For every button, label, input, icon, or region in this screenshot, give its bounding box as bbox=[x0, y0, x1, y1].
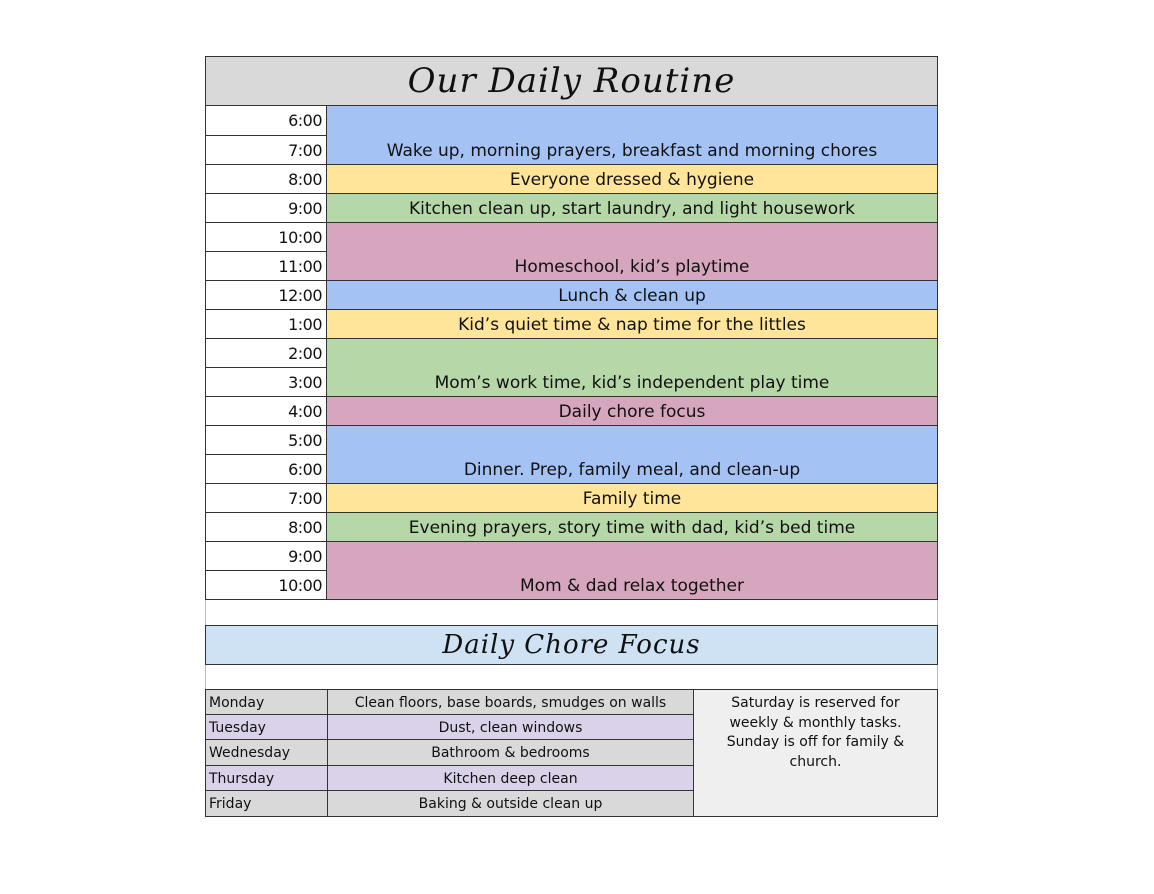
chore-day: Friday bbox=[206, 791, 328, 816]
chore-day: Thursday bbox=[206, 766, 328, 791]
activity-block bbox=[327, 280, 937, 309]
time-cell: 1:00 bbox=[206, 309, 327, 338]
chore-day: Tuesday bbox=[206, 715, 328, 740]
routine-title: Our Daily Routine bbox=[407, 61, 736, 101]
time-cell: 8:00 bbox=[206, 512, 327, 541]
chore-table bbox=[205, 689, 938, 817]
activity-block bbox=[327, 222, 937, 280]
chore-title: Daily Chore Focus bbox=[442, 630, 701, 660]
section-spacer bbox=[205, 665, 938, 689]
activity-block bbox=[327, 541, 937, 599]
activity-block bbox=[327, 483, 937, 512]
time-cell: 9:00 bbox=[206, 541, 327, 570]
section-spacer bbox=[205, 600, 938, 625]
time-cell: 8:00 bbox=[206, 164, 327, 193]
chore-task: Baking & outside clean up bbox=[328, 791, 694, 816]
day-column bbox=[206, 690, 328, 816]
schedule-grid bbox=[205, 106, 938, 600]
activity-label: Wake up, morning prayers, breakfast and morning chores bbox=[386, 141, 878, 161]
time-cell: 12:00 bbox=[206, 280, 327, 309]
weekend-note: Saturday is reserved for weekly & monthly tasks. Sunday is off for family & church. bbox=[694, 690, 937, 816]
activity-label: Evening prayers, story time with dad, kid’s bed time bbox=[408, 518, 856, 538]
activity-label: Mom’s work time, kid’s independent play time bbox=[434, 373, 830, 393]
time-cell: 6:00 bbox=[206, 106, 327, 135]
activity-block bbox=[327, 396, 937, 425]
activity-label: Kitchen clean up, start laundry, and light housework bbox=[408, 199, 855, 219]
time-cell: 11:00 bbox=[206, 251, 327, 280]
activity-label: Daily chore focus bbox=[558, 402, 706, 422]
activity-block bbox=[327, 106, 937, 164]
activity-block bbox=[327, 164, 937, 193]
time-cell: 6:00 bbox=[206, 454, 327, 483]
chore-title-bar bbox=[205, 625, 938, 665]
time-column bbox=[206, 106, 327, 599]
routine-title-bar bbox=[205, 56, 938, 106]
activity-block bbox=[327, 338, 937, 396]
time-cell: 10:00 bbox=[206, 570, 327, 599]
activity-label: Mom & dad relax together bbox=[520, 576, 744, 596]
activity-label: Lunch & clean up bbox=[558, 286, 706, 306]
time-cell: 3:00 bbox=[206, 367, 327, 396]
time-cell: 5:00 bbox=[206, 425, 327, 454]
time-cell: 9:00 bbox=[206, 193, 327, 222]
routine-sheet bbox=[205, 56, 938, 817]
chore-task: Dust, clean windows bbox=[328, 715, 694, 740]
time-cell: 7:00 bbox=[206, 483, 327, 512]
chore-day: Monday bbox=[206, 690, 328, 715]
chore-task: Kitchen deep clean bbox=[328, 766, 694, 791]
time-cell: 7:00 bbox=[206, 135, 327, 164]
time-cell: 10:00 bbox=[206, 222, 327, 251]
chore-task: Clean floors, base boards, smudges on walls bbox=[328, 690, 694, 715]
chore-task: Bathroom & bedrooms bbox=[328, 740, 694, 765]
chore-day: Wednesday bbox=[206, 740, 328, 765]
activity-block bbox=[327, 309, 937, 338]
activity-label: Homeschool, kid’s playtime bbox=[514, 257, 750, 277]
activity-block bbox=[327, 425, 937, 483]
activity-label: Family time bbox=[582, 489, 682, 509]
activity-label: Dinner. Prep, family meal, and clean-up bbox=[463, 460, 801, 480]
time-cell: 2:00 bbox=[206, 338, 327, 367]
activity-label: Kid’s quiet time & nap time for the littles bbox=[458, 315, 806, 335]
time-cell: 4:00 bbox=[206, 396, 327, 425]
activity-block bbox=[327, 512, 937, 541]
activity-column bbox=[327, 106, 937, 599]
activity-block bbox=[327, 193, 937, 222]
activity-label: Everyone dressed & hygiene bbox=[509, 170, 755, 190]
task-column bbox=[328, 690, 694, 816]
